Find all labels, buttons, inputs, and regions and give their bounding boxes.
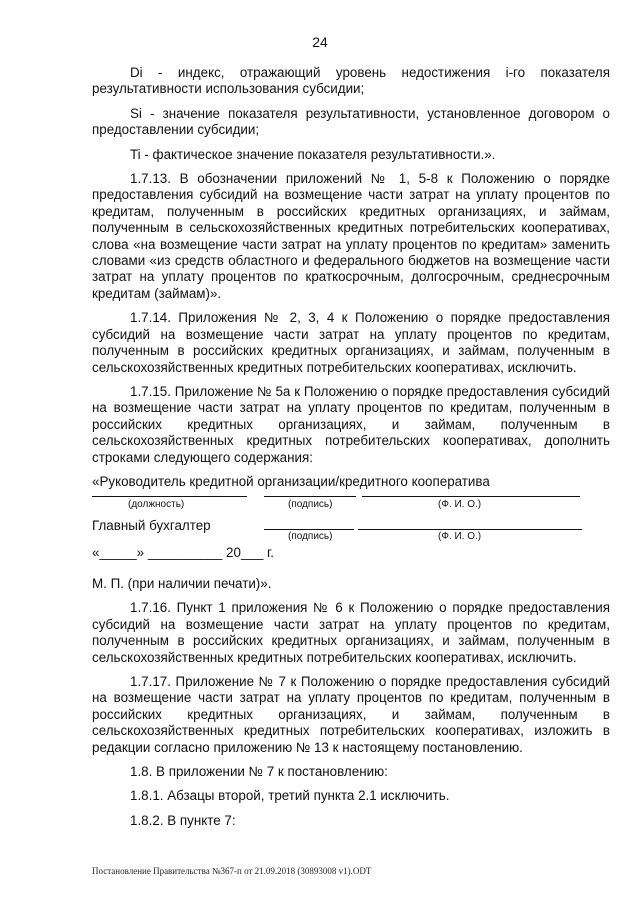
paragraph-1-8-1: 1.8.1. Абзацы второй, третий пункта 2.1 исключить. bbox=[130, 788, 450, 804]
date-line: «_____» __________ 20___ г. bbox=[92, 544, 274, 560]
paragraph-1-7-14: 1.7.14. Приложения № 2, 3, 4 к Положению о порядке предоставления субсидий на возмещение части затрат на уплату процентов по кредитам, полученным в российских кредитных организациях, и займам, полученным в сельскохозяйственных кредитных потребительских кооперативах, исключить. bbox=[92, 310, 610, 375]
caption-fio-2: (Ф. И. О.) bbox=[438, 530, 482, 542]
paragraph-di: Di - индекс, отражающий уровень недостижения i-го показателя результативности использования субсидии; bbox=[92, 65, 610, 97]
document-footer: Постановление Правительства №367-п от 21.09.2018 (30893008 v1).ODT bbox=[92, 866, 372, 876]
caption-signature-1: (подпись) bbox=[288, 498, 333, 510]
signature-head: «Руководитель кредитной организации/кредитного кооператива bbox=[92, 473, 490, 489]
paragraph-1-7-15: 1.7.15. Приложение № 5а к Положению о порядке предоставления субсидий на возмещение части затрат на уплату процентов по кредитам, полученным в российских кредитных организациях, и займам, полученным в сельскохозяйственных кредитных потребительских кооперативах, дополнить строками следующего содержания: bbox=[92, 383, 610, 465]
fio-line-1 bbox=[362, 496, 580, 497]
paragraph-1-7-16: 1.7.16. Пункт 1 приложения № 6 к Положению о порядке предоставления субсидий на возмещение части затрат на уплату процентов по кредитам, полученным в российских кредитных организациях, и займам, полученным в сельскохозяйственных кредитных потребительских кооперативах, исключить. bbox=[92, 600, 610, 665]
paragraph-1-8-2: 1.8.2. В пункте 7: bbox=[130, 812, 236, 828]
position-line bbox=[92, 496, 247, 497]
caption-fio-1: (Ф. И. О.) bbox=[438, 498, 482, 510]
paragraph-ti: Ti - фактическое значение показателя результативности.». bbox=[130, 146, 496, 162]
caption-position: (должность) bbox=[128, 498, 185, 510]
paragraph-1-7-17: 1.7.17. Приложение № 7 к Положению о порядке предоставления субсидий на возмещение части затрат на уплату процентов по кредитам, полученным в российских кредитных организациях, и займам, полученным в сельскохозяйственных кредитных потребительских кооперативах, изложить в редакции согласно приложению № 13 к настоящему постановлению. bbox=[92, 673, 610, 755]
paragraph-1-8: 1.8. В приложении № 7 к постановлению: bbox=[130, 764, 388, 779]
fio-line-2 bbox=[358, 529, 582, 530]
stamp-line: М. П. (при наличии печати)». bbox=[92, 575, 272, 591]
signature-line-1 bbox=[264, 496, 356, 497]
chief-accountant-label: Главный бухгалтер bbox=[92, 517, 211, 533]
signature-block bbox=[92, 474, 610, 570]
paragraph-si: Si - значение показателя результативности, установленное договором о предоставлении субсидии; bbox=[92, 105, 610, 138]
page-number: 24 bbox=[312, 34, 328, 50]
caption-signature-2: (подпись) bbox=[288, 530, 333, 542]
paragraph-1-7-13: 1.7.13. В обозначении приложений № 1, 5-8 к Положению о порядке предоставления субсидий на возмещение части затрат на уплату процентов по кредитам, полученным в российских кредитных организациях, и займам, полученным в сельскохозяйственных кредитных потребительских кооперативах, слова «на возмещение части затрат на уплату процентов по кредитам» заменить словами «из средств областного и федерального бюджетов на возмещение части затрат на уплату процентов по краткосрочным, долгосрочным, среднесрочным кредитам (займам)». bbox=[92, 171, 610, 301]
document-body bbox=[92, 65, 610, 837]
signature-line-2 bbox=[264, 529, 354, 530]
